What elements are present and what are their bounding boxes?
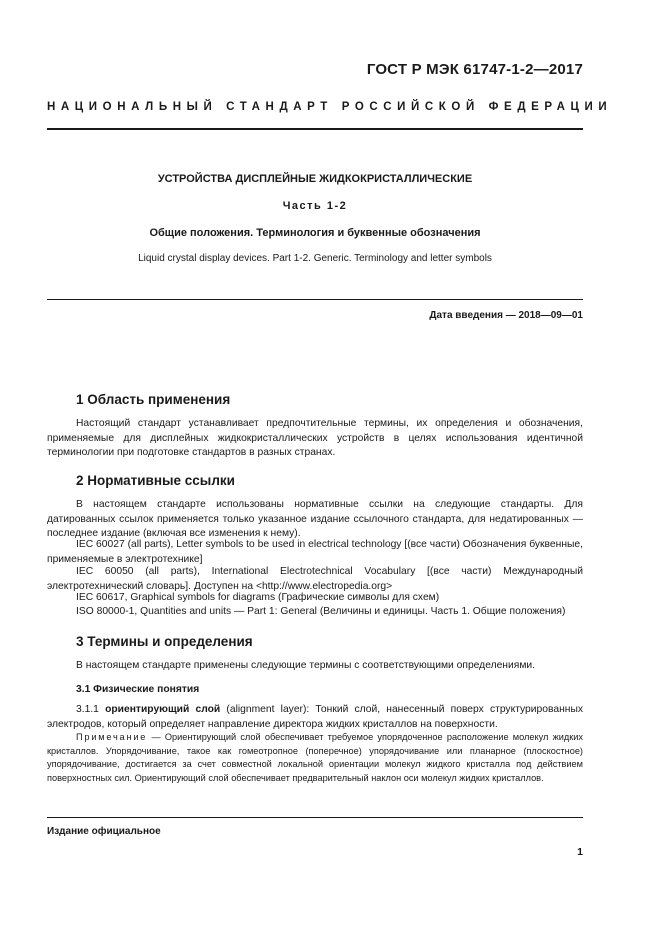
normative-reference: ISO 80000-1, Quantities and units — Part 1: General (Величины и единицы. Часть 1. Общие положения) [76, 606, 566, 617]
scope-paragraph: Настоящий стандарт устанавливает предпочтительные термины, их определения и обозначения, применяемые для дисплейных жидкокристаллических устройств в целях использования идентичной терминологии при подготовке стандартов в разных странах. [47, 418, 583, 458]
terms-paragraph: В настоящем стандарте применены следующие термины с соответствующими определениями. [76, 660, 536, 671]
edition-label: Издание официальное [47, 826, 161, 837]
section-heading-normative: 2 Нормативные ссылки [76, 473, 235, 488]
standard-code: ГОСТ Р МЭК 61747-1-2—2017 [366, 61, 583, 78]
normative-reference: IEC 60027 (all parts), Letter symbols to be used in electrical technology [(все части) Обозначения буквенные, применяемые в электротехнике] [47, 539, 583, 565]
page-number: 1 [577, 846, 583, 858]
document-title: УСТРОЙСТВА ДИСПЛЕЙНЫЕ ЖИДКОКРИСТАЛЛИЧЕСКИЕ [157, 173, 473, 185]
document-part: Часть 1-2 [282, 200, 348, 212]
title-rule [47, 299, 583, 300]
term-definition [47, 703, 583, 732]
term-definition-text: (alignment layer): Тонкий слой, нанесенный поверх структурированных электродов, который определяет направление директора жидких кристаллов на поверхности. [47, 704, 583, 730]
national-standard-banner: НАЦИОНАЛЬНЫЙ СТАНДАРТ РОССИЙСКОЙ ФЕДЕРАЦИИ [47, 101, 613, 113]
section-heading-scope: 1 Область применения [76, 392, 231, 407]
note-paragraph [47, 731, 583, 785]
term-number: 3.1.1 [76, 704, 99, 715]
term-name: ориентирующий слой [105, 704, 221, 715]
note-label: Примечание [76, 732, 148, 742]
section-heading-terms: 3 Термины и определения [76, 634, 253, 649]
introduction-date: Дата введения — 2018—09—01 [429, 310, 583, 321]
normative-paragraph: В настоящем стандарте использованы нормативные ссылки на следующие стандарты. Для датированных ссылок применяется только указанное издание ссылочного стандарта, для недатированных — последнее издание (включая все изменения к нему). [47, 499, 583, 539]
document-subtitle: Общие положения. Терминология и буквенные обозначения [149, 227, 481, 239]
normative-reference: IEC 60617, Graphical symbols for diagrams (Графические символы для схем) [76, 592, 440, 603]
subsection-heading: 3.1 Физические понятия [76, 684, 200, 695]
normative-reference: IEC 60050 (all parts), International Electrotechnical Vocabulary [(все части) Международный электротехнический словарь]. Доступен на <http://www.electropedia.org> [47, 566, 583, 592]
english-title: Liquid crystal display devices. Part 1-2. Generic. Terminology and letter symbols [138, 253, 492, 264]
header-rule [47, 128, 583, 130]
note-text: — Ориентирующий слой обеспечивает требуемое упорядоченное расположение молекул жидких кристаллов. Упорядочивание, такое как гомеотропное (поперечное) упорядочивание или планарное (плоскостное) упорядочивание, достигается за счет совместной локальной ориентации молекул жидкого кристалла под действием поверхностных сил. Ориентирующий слой обеспечивает предварительный наклон оси молекул жидких кристаллов. [47, 732, 584, 783]
footer-rule [47, 817, 583, 818]
